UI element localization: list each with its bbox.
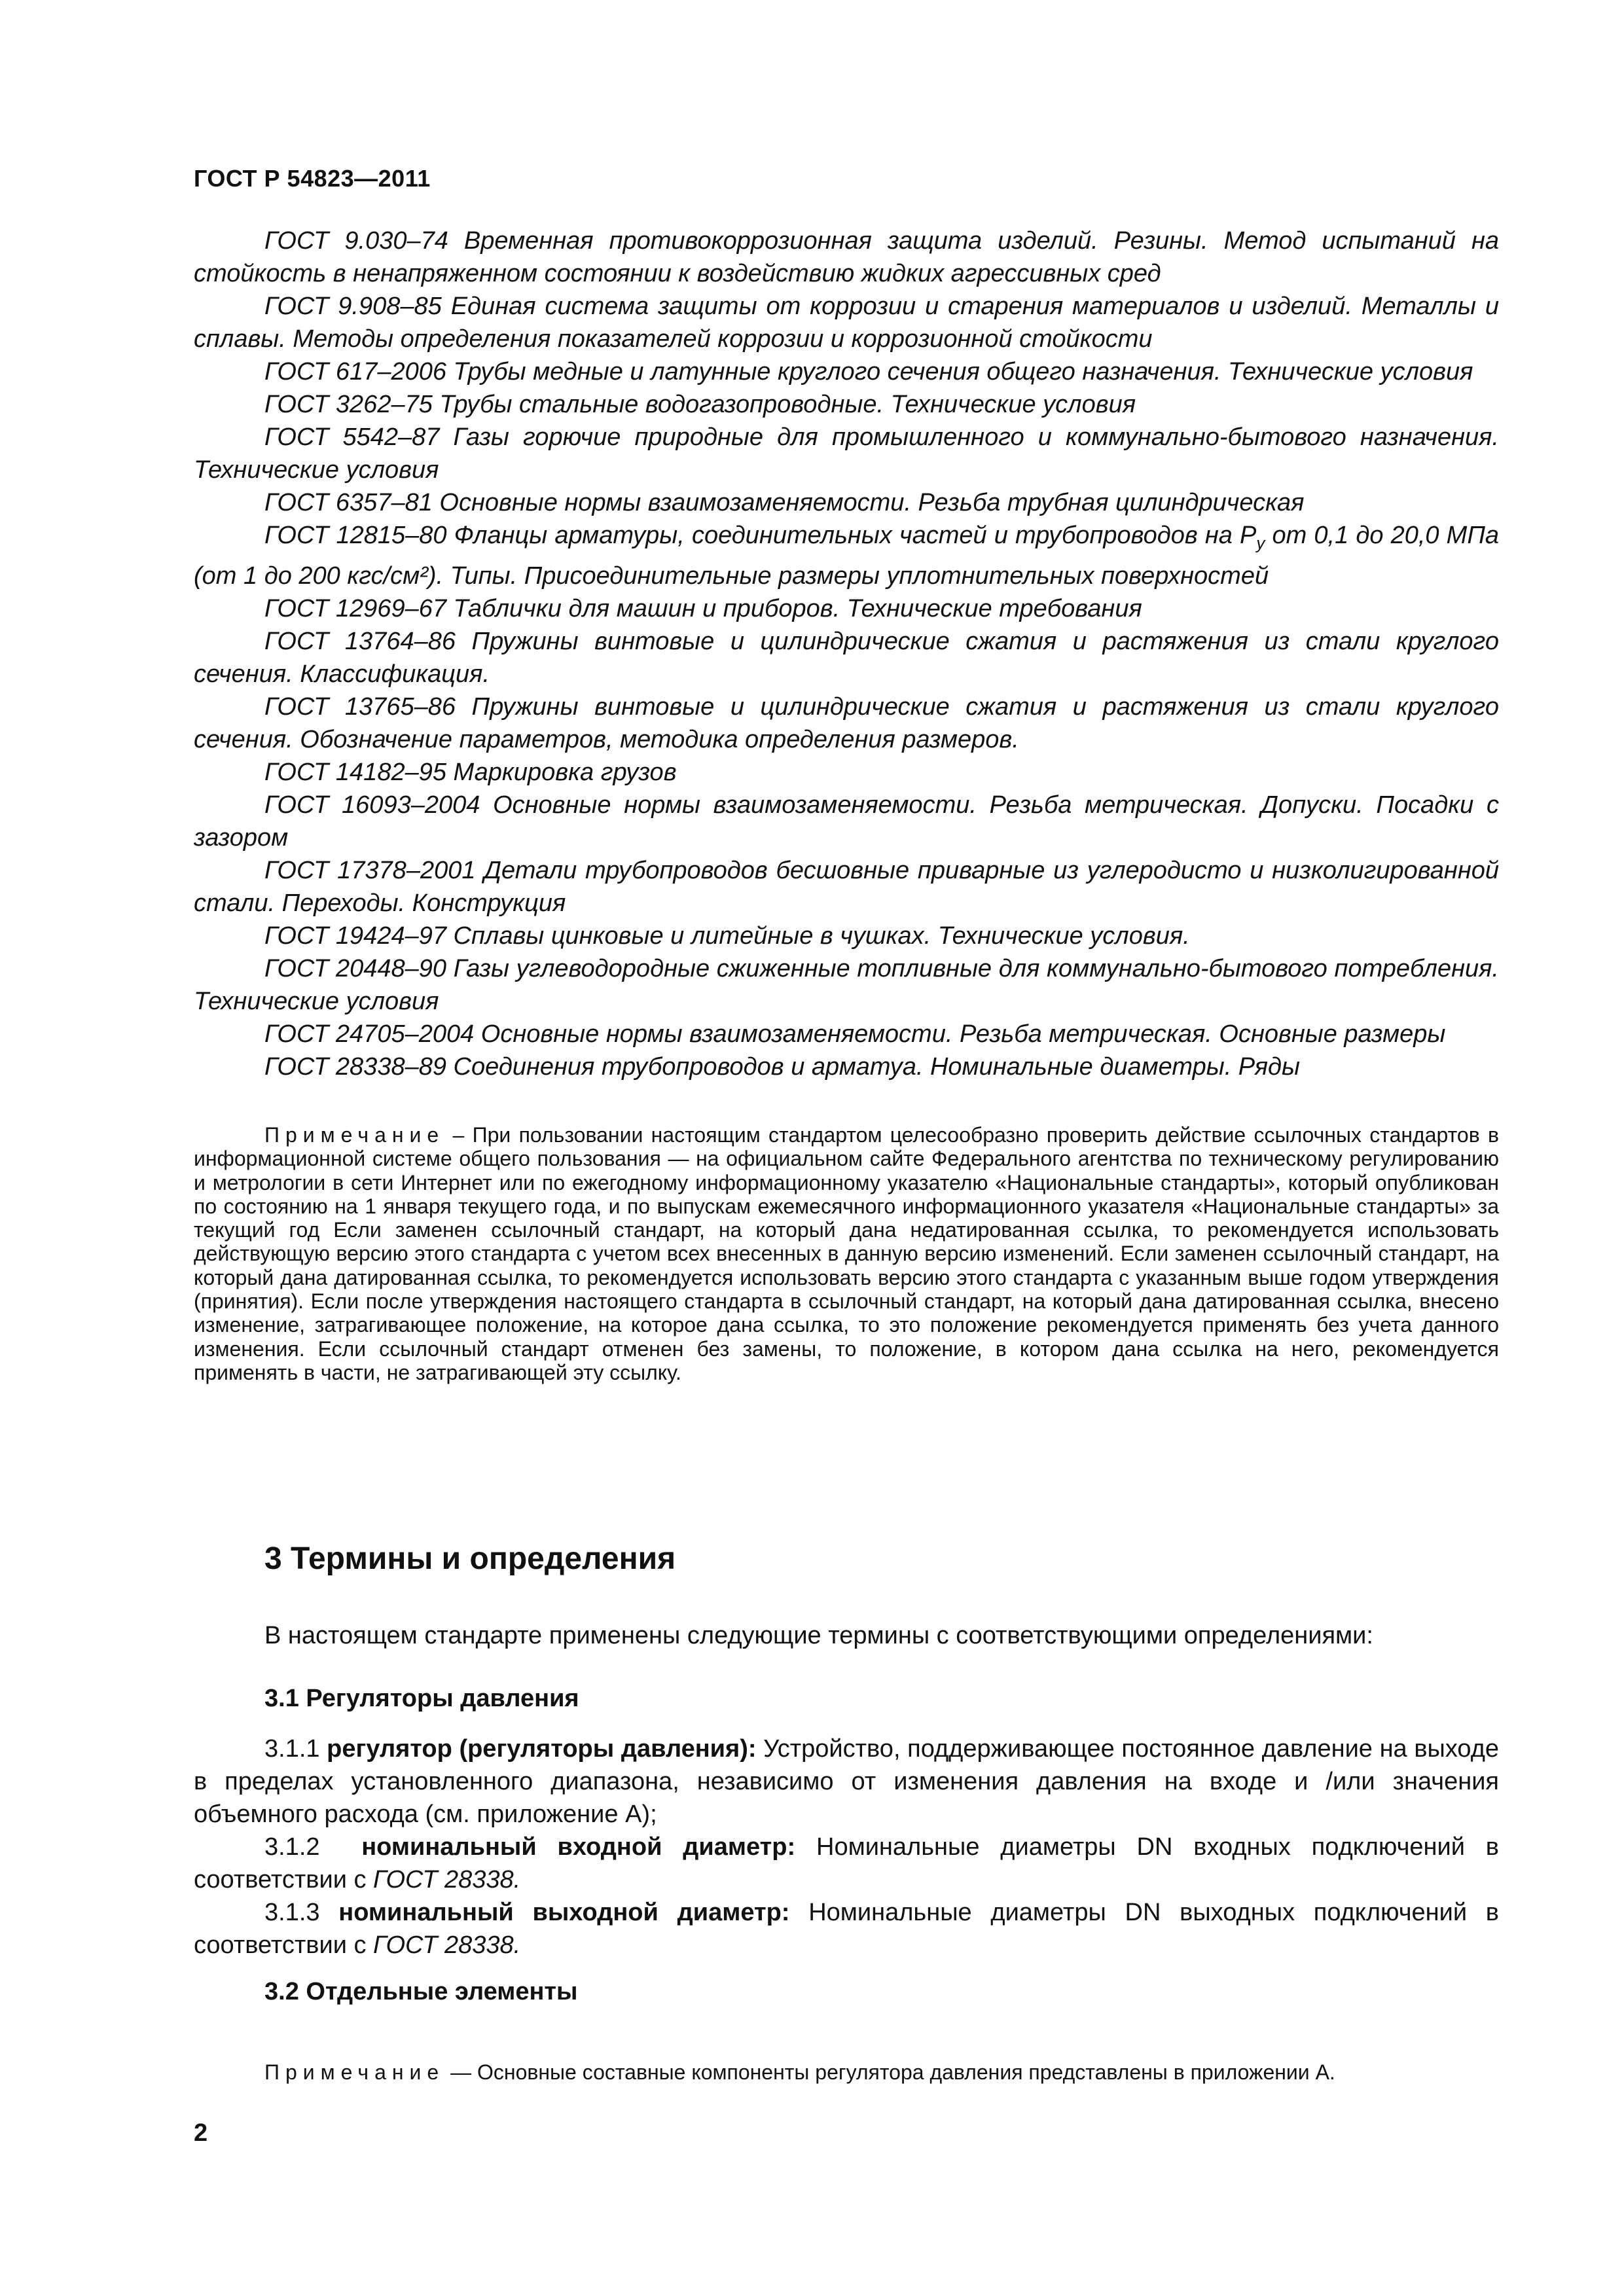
subsection-heading: 3.1 Регуляторы давления	[264, 1685, 579, 1712]
subscript: у	[1256, 533, 1265, 553]
page-number: 2	[194, 2119, 208, 2147]
note-label: Примечание	[264, 1123, 445, 1147]
subsection-heading: 3.2 Отдельные элементы	[264, 1978, 578, 2005]
reference-item	[194, 519, 1499, 592]
note-label: Примечание	[264, 2060, 445, 2084]
reference-item: ГОСТ 9.030–74 Временная противокоррозионная защита изделий. Резины. Метод испытаний на стойкость в ненапряженном состоянии к воздействию жидких агрессивных сред	[194, 227, 1499, 287]
note-text: – При пользовании настоящим стандартом целесообразно проверить действие ссылочных стандартов в информационной системе общего пользования — на официальном сайте Федерального агентства по техническому регулированию и метрологии в сети Интернет или по ежегодному информационному указателю «Национальные стандарты», который опубликован по состоянию на 1 января текущего года, и по выпускам ежемесячного информационного указателя «Национальные стандарты» за текущий год Если заменен ссылочный стандарт, на который дана недатированная ссылка, то рекомендуется использовать действующую версию этого стандарта с учетом всех внесенных в данную версию изменений. Если заменен ссылочный стандарт, на который дана датированная ссылка, то рекомендуется использовать версию этого стандарта с указанным выше годом утверждения (принятия). Если после утверждения настоящего стандарта в ссылочный стандарт, на который дана датированная ссылка, внесено изменение, затрагивающее положение, на которое дана ссылка, то это положение рекомендуется применять без учета данного изменения. Если ссылочный стандарт отменен без замены, то положение, в котором дана ссылка на него, рекомендуется применять в части, не затрагивающей эту ссылку.	[194, 1123, 1499, 1384]
term-text: Номинальные диаметры DN выходных подключений в соответствии с	[194, 1899, 1499, 1959]
reference-item: ГОСТ 12969–67 Таблички для машин и приборов. Технические требования	[264, 594, 1142, 622]
note-text: — Основные составные компоненты регулятора давления представлены в приложении А.	[444, 2060, 1335, 2084]
reference-text: ГОСТ 12815–80 Фланцы арматуры, соединительных частей и трубопроводов на P	[264, 522, 1257, 549]
references-note	[194, 1123, 1499, 1384]
elements-note	[264, 2059, 1499, 2085]
reference-item: ГОСТ 6357–81 Основные нормы взаимозаменяемости. Резьба трубная цилиндрическая	[264, 489, 1305, 516]
section-heading: 3 Термины и определения	[264, 1541, 676, 1576]
reference-item: ГОСТ 20448–90 Газы углеводородные сжиженные топливные для коммунально-бытового потребления. Технические условия	[194, 954, 1499, 1015]
term-name: номинальный входной диаметр:	[361, 1833, 796, 1861]
reference-item: ГОСТ 24705–2004 Основные нормы взаимозаменяемости. Резьба метрическая. Основные размеры	[264, 1020, 1446, 1048]
term-name: регулятор (регуляторы давления):	[327, 1735, 757, 1763]
reference-item: ГОСТ 617–2006 Трубы медные и латунные круглого сечения общего назначения. Технические условия	[264, 358, 1473, 386]
reference-item: ГОСТ 14182–95 Маркировка грузов	[264, 758, 677, 786]
term-number: 3.1.2	[264, 1833, 362, 1861]
reference-item: ГОСТ 13764–86 Пружины винтовые и цилиндрические сжатия и растяжения из стали круглого сечения. Классификация.	[194, 627, 1499, 688]
reference-item: ГОСТ 13765–86 Пружины винтовые и цилиндрические сжатия и растяжения из стали круглого сечения. Обозначение параметров, методика определения размеров.	[194, 692, 1499, 753]
term-number: 3.1.1	[264, 1735, 327, 1763]
reference-item: ГОСТ 17378–2001 Детали трубопроводов бесшовные приварные из углеродисто и низколигированной стали. Переходы. Конструкция	[194, 856, 1499, 917]
reference-item: ГОСТ 5542–87 Газы горючие природные для промышленного и коммунально-бытового назначения. Технические условия	[194, 423, 1499, 484]
term-text: Устройство, поддерживающее постоянное давление на выходе в пределах установленного диапазона, независимо от изменения давления на входе и /или значения объемного расхода (см. приложение А);	[194, 1735, 1499, 1828]
term-reference: ГОСТ 28338.	[373, 1866, 521, 1893]
reference-item: ГОСТ 16093–2004 Основные нормы взаимозаменяемости. Резьба метрическая. Допуски. Посадки с зазором	[194, 791, 1499, 852]
term-definition	[194, 1732, 1499, 1831]
term-number: 3.1.3	[264, 1899, 339, 1926]
section-intro: В настоящем стандарте применены следующие термины с соответствующими определениями:	[264, 1622, 1373, 1649]
term-reference: ГОСТ 28338.	[373, 1931, 521, 1959]
reference-item: ГОСТ 19424–97 Сплавы цинковые и литейные в чушках. Технические условия.	[264, 922, 1190, 950]
term-definition	[194, 1896, 1499, 1962]
term-definition	[194, 1831, 1499, 1896]
normative-references-list	[194, 224, 1499, 1083]
reference-text: от 0,1 до 20,0 МПа (от 1 до 200 кгс/см²). Типы. Присоединительные размеры уплотнительных поверхностей	[194, 522, 1499, 590]
reference-item: ГОСТ 3262–75 Трубы стальные водогазопроводные. Технические условия	[264, 391, 1136, 418]
document-code-header: ГОСТ Р 54823—2011	[194, 165, 431, 192]
term-text: Номинальные диаметры DN входных подключений в соответствии с	[194, 1833, 1499, 1893]
term-name: номинальный выходной диаметр:	[338, 1899, 790, 1926]
reference-item: ГОСТ 28338–89 Соединения трубопроводов и арматуа. Номинальные диаметры. Ряды	[264, 1052, 1300, 1081]
reference-item: ГОСТ 9.908–85 Единая система защиты от коррозии и старения материалов и изделий. Металлы и сплавы. Методы определения показателей коррозии и коррозионной стойкости	[194, 293, 1499, 353]
